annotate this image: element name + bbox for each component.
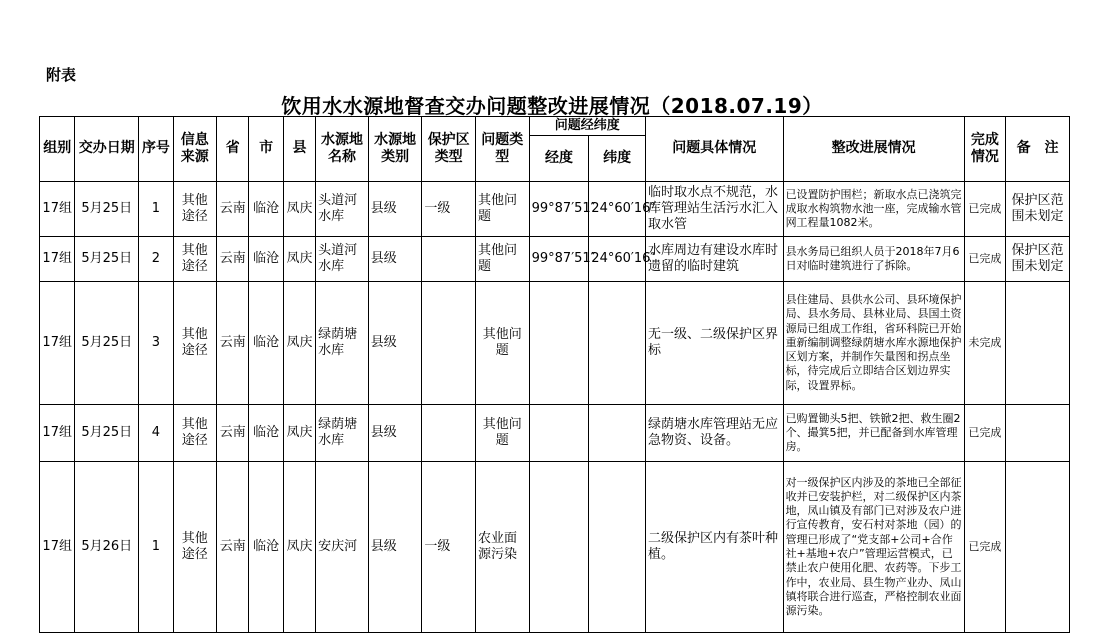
cell-progress: 对一级保护区内涉及的茶地已全部征收并已安装护栏，对二级保护区内茶地，凤山镇及有部门已对涉及农户进行宣传教育，安石村对茶地（园）的管理已形成了“党支部+公司+合作社+基地+农户”管理运营模式，已禁止农户使用化肥、农药等。下步工作中，农业局、县生物产业办、凤山镇将联合进行巡查，严格控制农业面源污染。	[783, 462, 964, 633]
header-date: 交办日期	[75, 117, 139, 182]
table-row	[40, 237, 1070, 282]
cell-water-type: 县级	[368, 182, 422, 237]
cell-progress: 已设置防护围栏；新取水点已浇筑完成取水构筑物水池一座，完成输水管网工程量1082米。	[783, 182, 964, 237]
cell-seq: 3	[139, 282, 173, 405]
rectification-table	[39, 116, 1070, 633]
cell-source: 其他途径	[173, 405, 217, 462]
header-longitude: 经度	[529, 136, 589, 182]
cell-latitude	[589, 405, 646, 462]
cell-water-name: 头道河水库	[316, 237, 369, 282]
cell-water-type: 县级	[368, 282, 422, 405]
cell-zone-type	[422, 237, 476, 282]
cell-water-type: 县级	[368, 462, 422, 633]
cell-longitude	[529, 462, 589, 633]
table-row	[40, 282, 1070, 405]
cell-water-type: 县级	[368, 405, 422, 462]
cell-source: 其他途径	[173, 462, 217, 633]
header-remark: 备 注	[1006, 117, 1070, 182]
cell-province: 云南	[217, 405, 249, 462]
table-row	[40, 405, 1070, 462]
header-county: 县	[283, 117, 315, 182]
cell-water-name: 绿荫塘水库	[316, 282, 369, 405]
cell-water-name: 头道河水库	[316, 182, 369, 237]
cell-status: 已完成	[964, 462, 1005, 633]
cell-longitude: 99°87′51″	[529, 237, 589, 282]
cell-date: 5月25日	[75, 237, 139, 282]
cell-status: 已完成	[964, 405, 1005, 462]
cell-water-name: 安庆河	[316, 462, 369, 633]
cell-zone-type	[422, 282, 476, 405]
cell-city: 临沧	[249, 282, 283, 405]
cell-province: 云南	[217, 462, 249, 633]
cell-remark	[1006, 282, 1070, 405]
cell-longitude	[529, 405, 589, 462]
cell-issue-detail: 临时取水点不规范，水库管理站生活污水汇入取水管	[647, 184, 778, 233]
cell-longitude: 99°87′51″	[529, 182, 589, 237]
cell-status: 已完成	[964, 237, 1005, 282]
cell-group: 17组	[40, 462, 75, 633]
header-progress: 整改进展情况	[783, 117, 964, 182]
cell-issue-type: 其他问题	[476, 282, 530, 405]
cell-group: 17组	[40, 182, 75, 237]
cell-seq: 4	[139, 405, 173, 462]
cell-province: 云南	[217, 282, 249, 405]
header-issue-detail: 问题具体情况	[645, 117, 783, 182]
cell-province: 云南	[217, 182, 249, 237]
cell-seq: 1	[139, 462, 173, 633]
cell-source: 其他途径	[173, 237, 217, 282]
cell-zone-type	[422, 405, 476, 462]
cell-latitude: 24°60′16″	[589, 237, 646, 282]
header-row	[40, 117, 1070, 136]
header-latitude: 纬度	[589, 136, 646, 182]
cell-latitude	[589, 282, 646, 405]
cell-issue-type: 其他问题	[476, 182, 530, 237]
header-issue-type: 问题类型	[476, 117, 530, 182]
cell-date: 5月25日	[75, 182, 139, 237]
cell-progress: 县住建局、县供水公司、县环境保护局、县水务局、县林业局、县国土资源局已组成工作组，省环科院已开始重新编制调整绿荫塘水库水源地保护区划方案，并制作矢量图和拐点坐标，待完成后立即结合区划边界实际，设置界标。	[783, 282, 964, 405]
cell-issue-detail: 无一级、二级保护区界标	[645, 282, 783, 405]
cell-remark	[1006, 405, 1070, 462]
cell-remark: 保护区范围未划定	[1011, 242, 1064, 274]
cell-latitude	[589, 462, 646, 633]
cell-city: 临沧	[249, 405, 283, 462]
cell-city: 临沧	[249, 237, 283, 282]
cell-date: 5月25日	[75, 405, 139, 462]
cell-progress: 已购置锄头5把、铁锨2把、救生圈2个、撮箕5把，并已配备到水库管理房。	[783, 405, 964, 462]
cell-issue-detail: 二级保护区内有茶叶种植。	[645, 462, 783, 633]
cell-date: 5月25日	[75, 282, 139, 405]
cell-county: 凤庆	[283, 282, 315, 405]
cell-zone-type: 一级	[422, 462, 476, 633]
cell-group: 17组	[40, 405, 75, 462]
table-row	[40, 462, 1070, 633]
header-zone-type: 保护区类型	[422, 117, 476, 182]
cell-province: 云南	[217, 237, 249, 282]
cell-status: 已完成	[964, 182, 1005, 237]
cell-issue-detail: 水库周边有建设水库时遗留的临时建筑	[647, 242, 778, 274]
cell-source: 其他途径	[173, 282, 217, 405]
cell-seq: 1	[139, 182, 173, 237]
cell-remark: 保护区范围未划定	[1011, 192, 1064, 224]
cell-issue-type: 其他问题	[476, 237, 530, 282]
cell-issue-detail: 绿荫塘水库管理站无应急物资、设备。	[645, 405, 783, 462]
header-source: 信息来源	[173, 117, 217, 182]
header-city: 市	[249, 117, 283, 182]
cell-remark	[1006, 462, 1070, 633]
header-water-name: 水源地名称	[316, 117, 369, 182]
page-title: 饮用水水源地督查交办问题整改进展情况（2018.07.19）	[281, 94, 823, 118]
cell-status: 未完成	[964, 282, 1005, 405]
cell-county: 凤庆	[283, 405, 315, 462]
header-province: 省	[217, 117, 249, 182]
table-row	[40, 182, 1070, 237]
cell-latitude: 24°60′16″	[589, 182, 646, 237]
header-status: 完成情况	[964, 117, 1005, 182]
header-coordinates: 问题经纬度	[529, 117, 645, 136]
cell-issue-type: 其他问题	[476, 405, 530, 462]
cell-group: 17组	[40, 282, 75, 405]
cell-seq: 2	[139, 237, 173, 282]
cell-county: 凤庆	[283, 182, 315, 237]
cell-group: 17组	[40, 237, 75, 282]
cell-city: 临沧	[249, 462, 283, 633]
cell-source: 其他途径	[173, 182, 217, 237]
header-water-type: 水源地类别	[368, 117, 422, 182]
cell-date: 5月26日	[75, 462, 139, 633]
cell-progress: 县水务局已组织人员于2018年7月6日对临时建筑进行了拆除。	[783, 237, 964, 282]
cell-longitude	[529, 282, 589, 405]
cell-county: 凤庆	[283, 237, 315, 282]
cell-issue-type: 农业面源污染	[476, 462, 530, 633]
header-seq: 序号	[139, 117, 173, 182]
cell-water-type: 县级	[368, 237, 422, 282]
appendix-label: 附表	[46, 66, 77, 84]
header-group: 组别	[40, 117, 75, 182]
cell-water-name: 绿荫塘水库	[316, 405, 369, 462]
cell-city: 临沧	[249, 182, 283, 237]
cell-zone-type: 一级	[422, 182, 476, 237]
cell-county: 凤庆	[283, 462, 315, 633]
